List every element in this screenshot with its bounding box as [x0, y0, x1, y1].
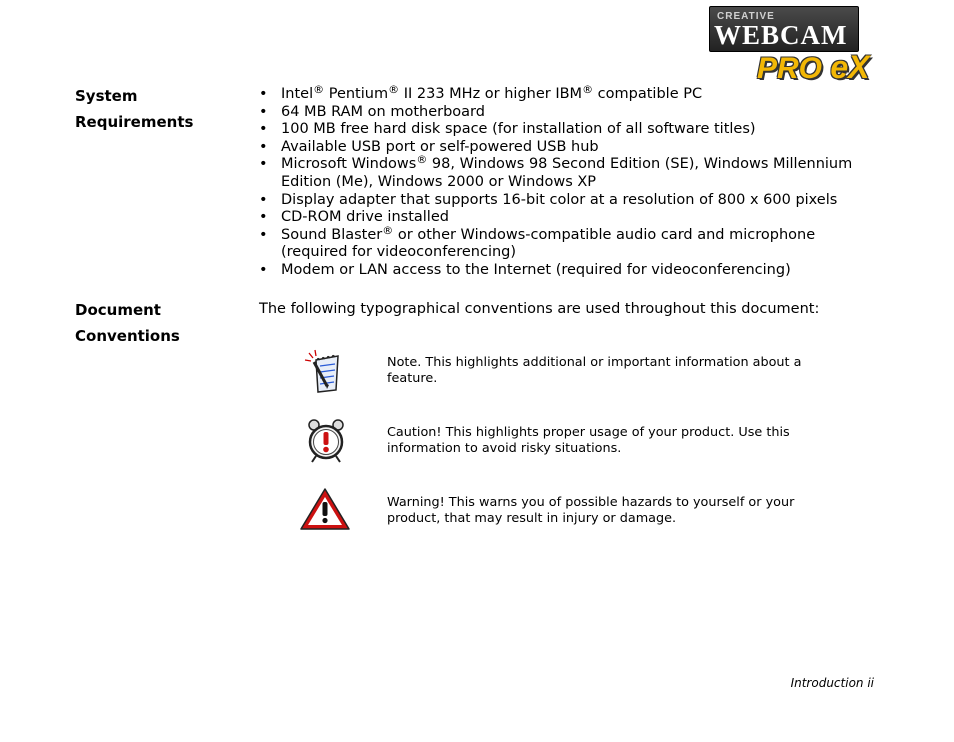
registered-mark: ®	[313, 83, 325, 96]
requirement-text: II 233 MHz or higher IBM	[399, 86, 583, 102]
requirement-text: Sound Blaster	[281, 226, 383, 243]
requirement-text: Pentium	[324, 86, 389, 102]
document-conventions-heading	[75, 297, 180, 349]
alarm-clock-icon	[300, 418, 352, 464]
requirement-text: 64 MB RAM on motherboard	[281, 103, 485, 120]
requirement-text: or other Windows-compatible audio card and microphone (required for videoconferencing)	[281, 226, 816, 261]
requirement-item	[257, 139, 877, 157]
requirement-text: Microsoft Windows	[281, 156, 417, 173]
requirement-text: Display adapter that supports 16-bit color at a resolution of 800 x 600 pixels	[281, 191, 838, 208]
logo-box	[709, 6, 859, 52]
logo-edition-ex: eX	[830, 49, 870, 85]
registered-mark: ®	[382, 223, 394, 237]
requirement-text: Modem or LAN access to the Internet (required for videoconferencing)	[281, 261, 791, 278]
registered-mark: ®	[582, 83, 594, 96]
requirement-item	[257, 153, 877, 191]
requirements-list	[257, 83, 877, 280]
requirement-item	[257, 192, 877, 210]
requirement-text: 100 MB free hard disk space (for installation of all software titles)	[281, 121, 756, 138]
requirement-text: Intel	[281, 86, 314, 102]
creative-webcam-logo	[709, 6, 879, 84]
logo-edition	[757, 50, 870, 86]
note-pad-icon	[300, 348, 352, 394]
caution-text: Caution! This highlights proper usage of your product. Use this information to avoid risky situations.	[387, 425, 790, 456]
note-text: Note. This highlights additional or important information about a feature.	[387, 355, 802, 386]
requirement-item	[257, 104, 877, 122]
system-requirements-heading	[75, 83, 193, 135]
page-footer: Introduction ii	[790, 676, 874, 690]
logo-brand: CREATIVE	[717, 11, 775, 22]
registered-mark: ®	[388, 83, 400, 96]
requirement-text: CD-ROM drive installed	[281, 209, 449, 226]
requirement-item	[257, 209, 877, 227]
registered-mark: ®	[416, 153, 428, 167]
heading-line: Conventions	[75, 327, 180, 345]
heading-line: Document	[75, 301, 161, 319]
requirement-item	[257, 262, 877, 280]
requirement-text: compatible PC	[593, 86, 703, 102]
logo-product: WEBCAM	[714, 20, 848, 50]
requirement-item	[257, 223, 877, 262]
requirement-text: 98, Windows 98 Second Edition (SE), Windows Millennium Edition (Me), Windows 2000 or Windows XP	[281, 156, 853, 190]
warning-text: Warning! This warns you of possible hazards to yourself or your product, that may result in injury or damage.	[387, 495, 795, 526]
heading-line: Requirements	[75, 113, 194, 131]
requirement-text: Available USB port or self-powered USB hub	[281, 138, 599, 155]
requirement-item	[257, 121, 877, 139]
heading-line: System	[75, 87, 138, 105]
requirement-item	[257, 83, 877, 104]
logo-edition-pro: PRO	[757, 52, 823, 85]
warning-triangle-icon	[300, 486, 352, 532]
conventions-intro: The following typographical conventions are used throughout this document:	[259, 301, 820, 317]
